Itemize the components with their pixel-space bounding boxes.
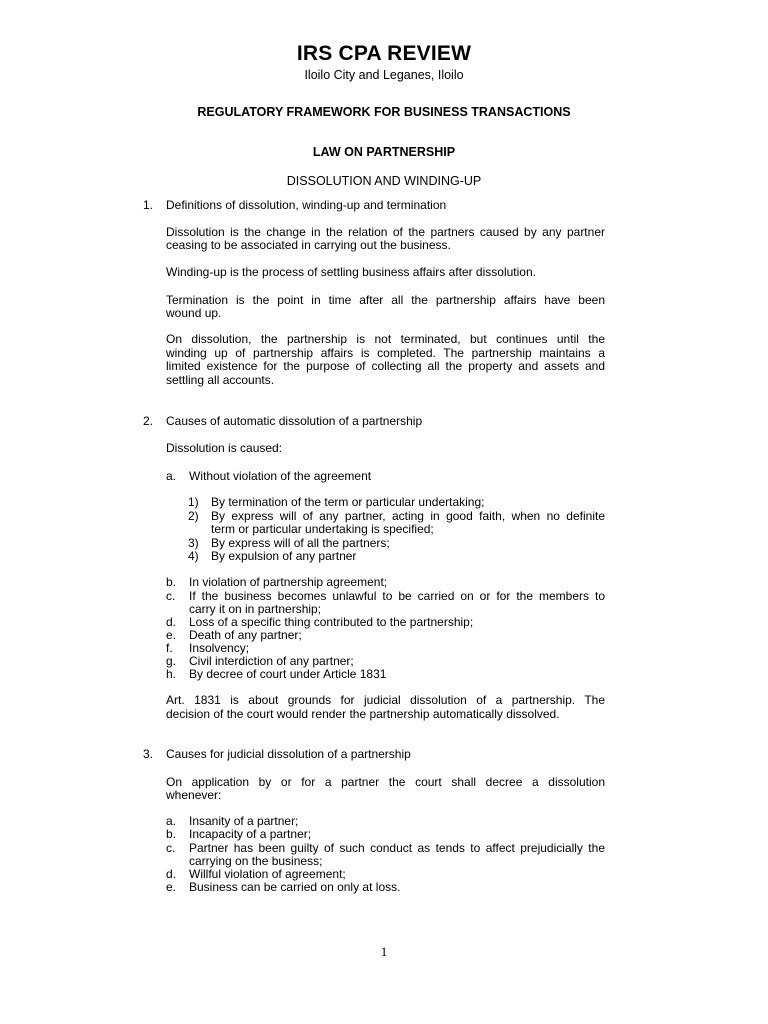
sub-item-1-text: By termination of the term or particular undertaking; [211, 495, 485, 509]
item-g-marker: g. [166, 654, 177, 668]
sub-item-2-text-line-2: term or particular undertaking is specified; [211, 522, 434, 536]
topic-title: LAW ON PARTNERSHIP [312, 145, 456, 159]
judicial-item-c-text-line-2: carrying on the business; [189, 854, 323, 868]
item-h-text: By decree of court under Article 1831 [189, 667, 387, 681]
article-note-line-2: decision of the court would render the partnership automatically dissolved. [166, 707, 560, 721]
section-1-heading: Definitions of dissolution, winding-up and termination [166, 198, 447, 212]
judicial-item-c-text-line-1: Partner has been guilty of such conduct as tends to affect prejudicially the [189, 841, 605, 855]
item-a-text: Without violation of the agreement [189, 469, 372, 483]
judicial-item-a-text: Insanity of a partner; [189, 814, 299, 828]
item-f-text: Insolvency; [189, 641, 250, 655]
page-number: 1 [380, 944, 388, 959]
section-2-heading: Causes of automatic dissolution of a partnership [166, 414, 423, 428]
item-c-text-line-2: carry it on in partnership; [189, 602, 322, 616]
section-2-intro: Dissolution is caused: [166, 441, 283, 455]
document-title: IRS CPA REVIEW [296, 42, 472, 65]
section-3-number: 3. [143, 747, 154, 761]
item-e-marker: e. [166, 628, 177, 642]
judicial-item-c-marker: c. [166, 841, 176, 855]
item-e-text: Death of any partner; [189, 628, 302, 642]
subtopic-title: DISSOLUTION AND WINDING-UP [286, 174, 482, 188]
item-g-text: Civil interdiction of any partner; [189, 654, 354, 668]
sub-item-3-marker: 3) [188, 536, 199, 550]
course-title: REGULATORY FRAMEWORK FOR BUSINESS TRANSACTIONS [197, 105, 571, 119]
section-3-intro-line-2: whenever: [166, 788, 222, 802]
article-note-line-1: Art. 1831 is about grounds for judicial dissolution of a partnership. The [166, 693, 605, 707]
judicial-item-e-marker: e. [166, 880, 177, 894]
sub-item-4-marker: 4) [188, 549, 199, 563]
section-1-note-line-2: winding up of partnership affairs is completed. The partnership maintains a [166, 346, 605, 360]
judicial-item-d-text: Willful violation of agreement; [189, 867, 346, 881]
judicial-item-b-text: Incapacity of a partner; [189, 827, 312, 841]
item-d-marker: d. [166, 615, 177, 629]
item-c-marker: c. [166, 589, 176, 603]
section-3-intro-line-1: On application by or for a partner the court shall decree a dissolution [166, 775, 605, 789]
section-1-dissolution-line-2: ceasing to be associated in carrying out the business. [166, 238, 451, 252]
judicial-item-d-marker: d. [166, 867, 177, 881]
item-a-marker: a. [166, 469, 177, 483]
item-f-marker: f. [166, 641, 173, 655]
sub-item-2-text-line-1: By express will of any partner, acting in good faith, when no definite [211, 509, 605, 523]
sub-item-2-marker: 2) [188, 509, 199, 523]
section-1-termination-line-1: Termination is the point in time after all the partnership affairs have been [166, 293, 605, 307]
judicial-item-b-marker: b. [166, 827, 177, 841]
item-b-marker: b. [166, 575, 177, 589]
sub-item-1-marker: 1) [188, 495, 199, 509]
section-3-heading: Causes for judicial dissolution of a partnership [166, 747, 411, 761]
sub-item-4-text: By expulsion of any partner [211, 549, 357, 563]
sub-item-3-text: By express will of all the partners; [211, 536, 390, 550]
section-2-number: 2. [143, 414, 154, 428]
section-1-termination-line-2: wound up. [166, 306, 222, 320]
section-1-note-line-4: settling all accounts. [166, 373, 275, 387]
section-1-number: 1. [143, 198, 154, 212]
section-1-note-line-3: limited existence for the purpose of collecting all the property and assets and [166, 359, 605, 373]
item-c-text-line-1: If the business becomes unlawful to be carried on or for the members to [189, 589, 605, 603]
section-1-note-line-1: On dissolution, the partnership is not terminated, but continues until the [166, 332, 605, 346]
item-d-text: Loss of a specific thing contributed to the partnership; [189, 615, 474, 629]
document-location: Iloilo City and Leganes, Iloilo [304, 68, 464, 82]
item-h-marker: h. [166, 667, 177, 681]
section-1-winding-up: Winding-up is the process of settling business affairs after dissolution. [166, 265, 536, 279]
item-b-text: In violation of partnership agreement; [189, 575, 388, 589]
judicial-item-a-marker: a. [166, 814, 177, 828]
section-1-dissolution-line-1: Dissolution is the change in the relation of the partners caused by any partner [166, 225, 605, 239]
judicial-item-e-text: Business can be carried on only at loss. [189, 880, 401, 894]
